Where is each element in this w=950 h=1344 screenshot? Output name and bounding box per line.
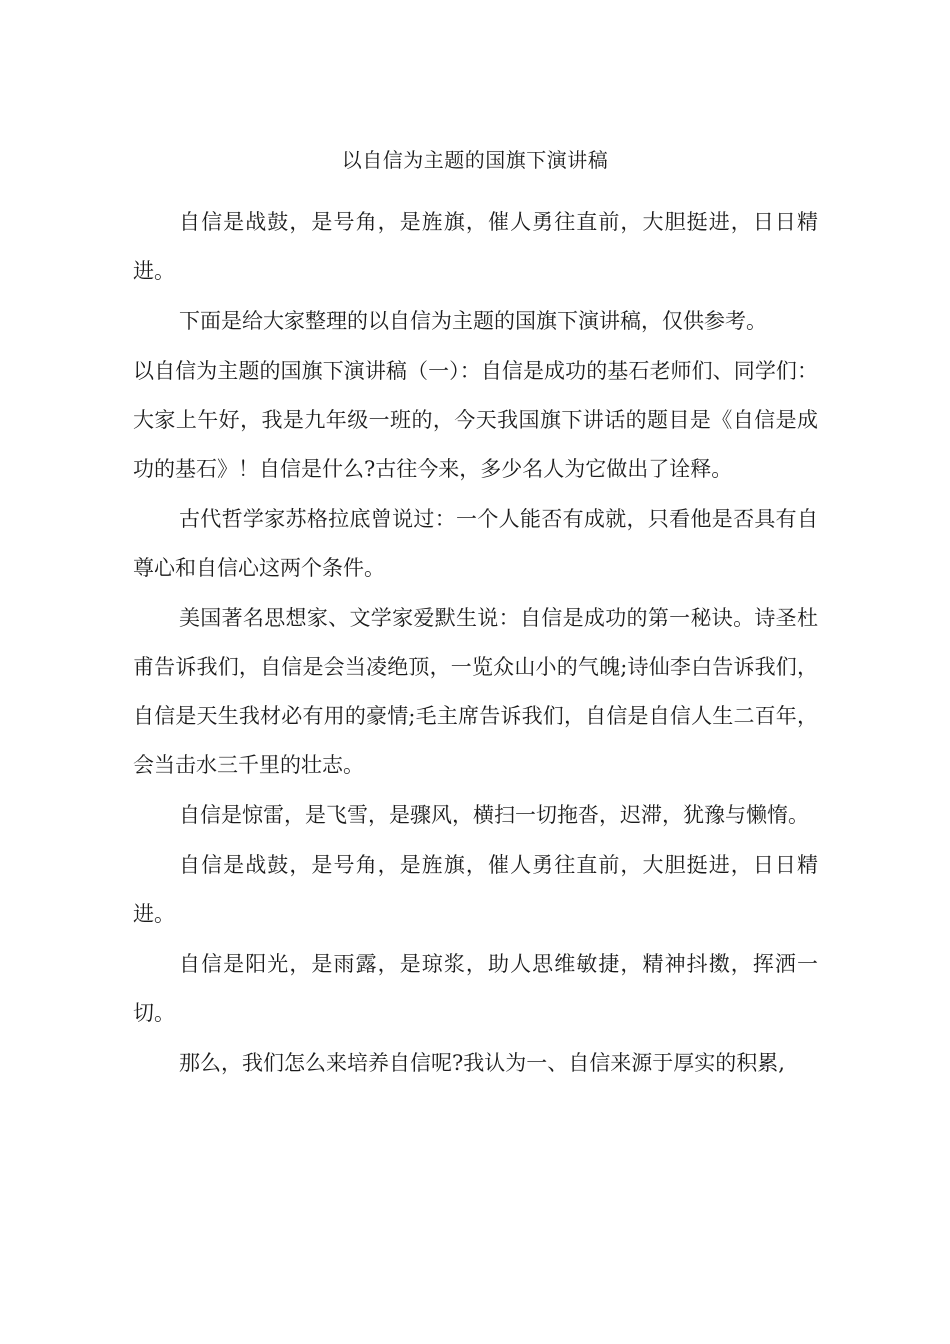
paragraph: 下面是给大家整理的以自信为主题的国旗下演讲稿，仅供参考。	[179, 309, 767, 333]
paragraph: 自信是惊雷，是飞雪，是骤风，横扫一切拖沓，迟滞，犹豫与懒惰。	[179, 803, 809, 827]
paragraph: 古代哲学家苏格拉底曾说过：一个人能否有成就，只看他是否具有自尊心和自信心这两个条件。	[133, 507, 818, 580]
document-title: 以自信为主题的国旗下演讲稿	[341, 148, 609, 172]
paragraph: 以自信为主题的国旗下演讲稿（一）：自信是成功的基石老师们、同学们：大家上午好，我是九年级一班的，今天我国旗下讲话的题目是《自信是成功的基石》！自信是什么?古往今来，多少名人为它做出了诠释。	[133, 359, 818, 481]
paragraph: 自信是战鼓，是号角，是旌旗，催人勇往直前，大胆挺进，日日精进。	[133, 853, 818, 926]
paragraph: 自信是阳光，是雨露，是琼浆，助人思维敏捷，精神抖擞，挥洒一切。	[133, 952, 818, 1025]
paragraph: 那么，我们怎么来培养自信呢?我认为一、自信来源于厚实的积累,	[179, 1051, 785, 1075]
document-body	[133, 198, 818, 1089]
paragraph: 美国著名思想家、文学家爱默生说：自信是成功的第一秘诀。诗圣杜甫告诉我们，自信是会当凌绝顶，一览众山小的气魄;诗仙李白告诉我们，自信是天生我材必有用的豪情;毛主席告诉我们，自信是自信人生二百年，会当击水三千里的壮志。	[133, 606, 818, 777]
paragraph: 自信是战鼓，是号角，是旌旗，催人勇往直前，大胆挺进，日日精进。	[133, 210, 818, 283]
